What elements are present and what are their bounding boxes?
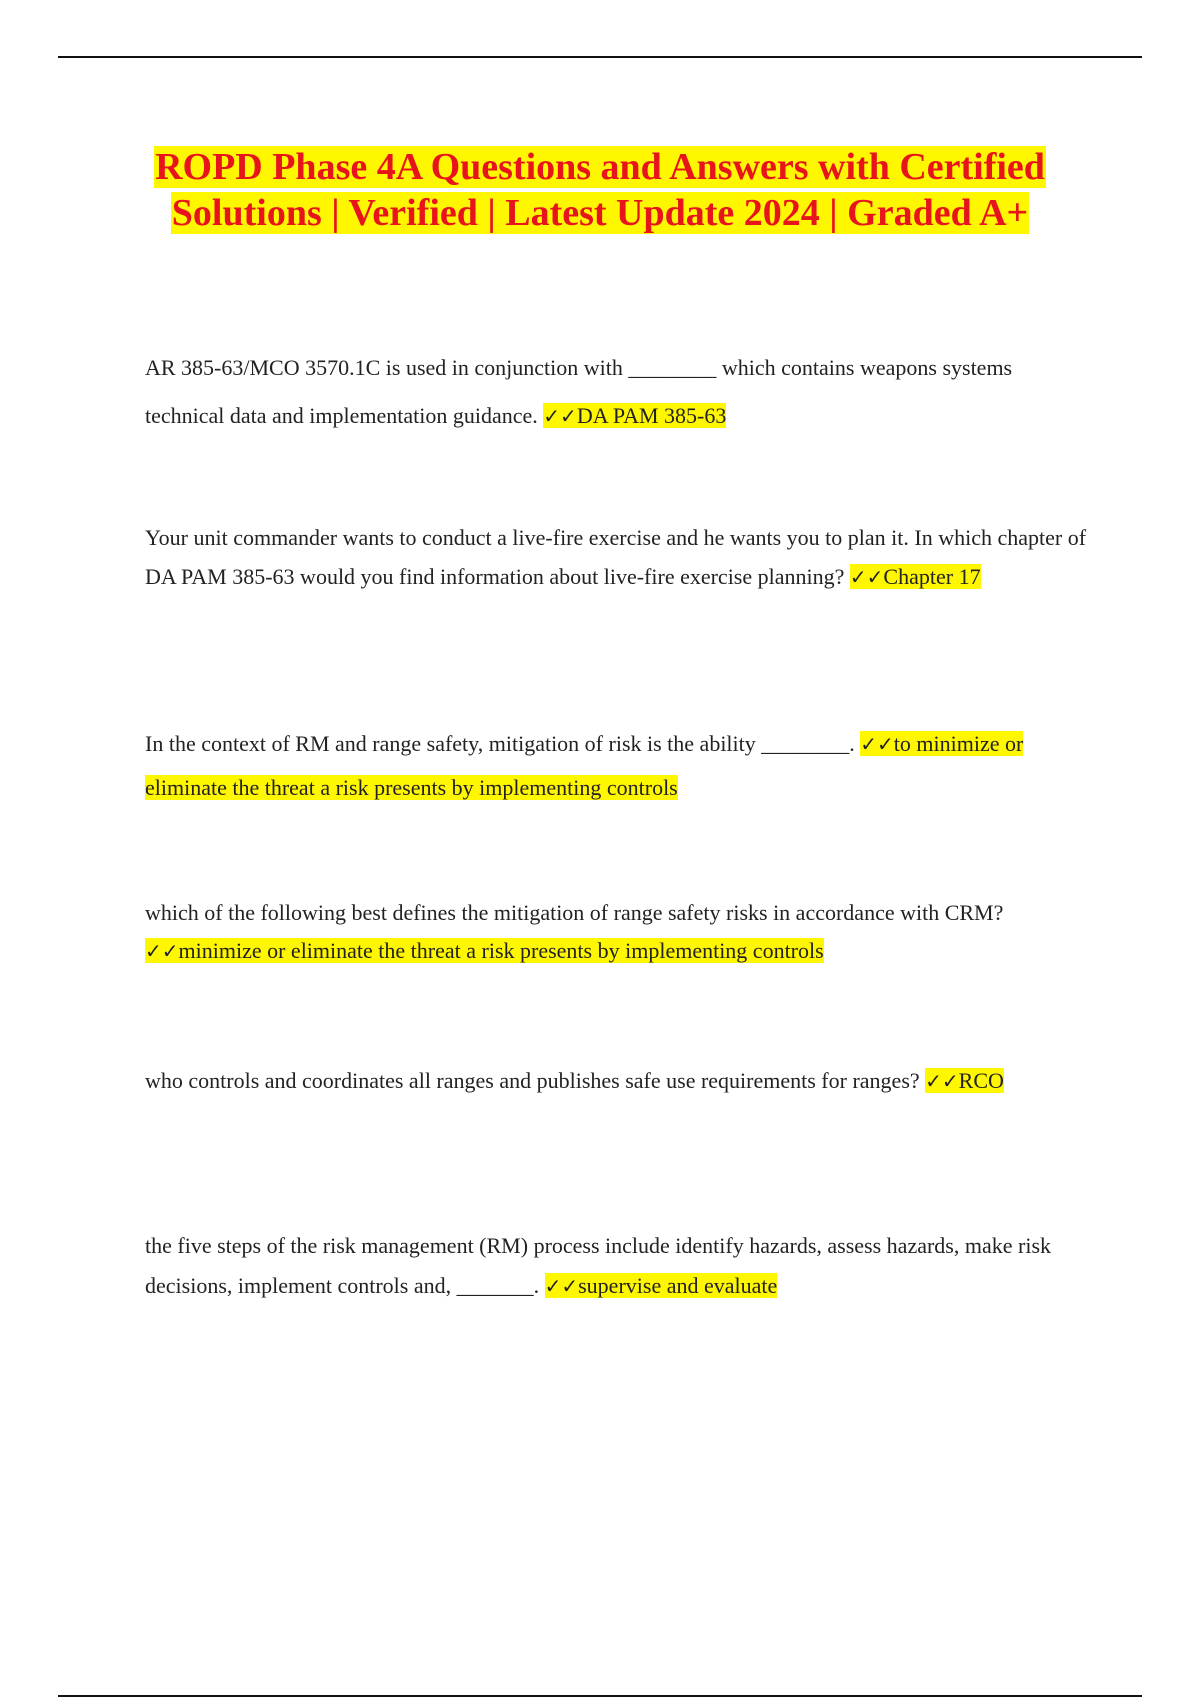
answer-text: RCO (958, 1068, 1004, 1093)
question-text: In the context of RM and range safety, mitigation of risk is the ability ________. (145, 731, 855, 756)
answer-highlight (545, 1273, 778, 1298)
question-text: the five steps of the risk management (RM) process include identify hazards, assess hazards, make risk decisions, implement controls and, _______. (145, 1233, 1052, 1298)
top-rule (58, 56, 1142, 58)
document-title (120, 144, 1080, 236)
qa-item-3 (145, 722, 1095, 810)
question-text: which of the following best defines the mitigation of range safety risks in accordance with CRM? (145, 900, 1004, 925)
double-check-icon: ✓✓ (849, 565, 884, 589)
question-text: Your unit commander wants to conduct a live-fire exercise and he wants you to plan it. In which chapter of DA PAM 385-63 would you find information about live-fire exercise planning? (145, 525, 1087, 589)
answer-text: to minimize or eliminate the threat a risk presents by implementing controls (145, 731, 1024, 800)
answer-highlight (850, 564, 981, 589)
double-check-icon: ✓✓ (860, 732, 894, 756)
qa-item-6 (145, 1226, 1095, 1306)
double-check-icon: ✓✓ (145, 939, 179, 963)
qa-item-2 (145, 518, 1095, 597)
answer-text: supervise and evaluate (578, 1273, 778, 1298)
double-check-icon: ✓✓ (543, 404, 577, 428)
question-text: who controls and coordinates all ranges and publishes safe use requirements for ranges? (145, 1068, 920, 1093)
answer-text: Chapter 17 (883, 564, 981, 589)
answer-highlight (543, 403, 726, 428)
document-title-text: ROPD Phase 4A Questions and Answers with Certified Solutions | Verified | Latest Update 2024 | Graded A+ (155, 146, 1045, 234)
answer-highlight (925, 1068, 1004, 1093)
bottom-rule (58, 1695, 1142, 1697)
answer-text: DA PAM 385-63 (576, 403, 727, 428)
qa-item-1 (145, 344, 1095, 440)
qa-item-4 (145, 894, 1095, 970)
double-check-icon: ✓✓ (544, 1274, 579, 1298)
double-check-icon: ✓✓ (925, 1069, 959, 1093)
qa-item-5 (145, 1062, 1095, 1100)
answer-highlight (145, 938, 824, 963)
question-text: AR 385-63/MCO 3570.1C is used in conjunction with ________ which contains weapons systems technical data and implementation guidance. (145, 355, 1013, 428)
answer-text: minimize or eliminate the threat a risk presents by implementing controls (178, 938, 824, 963)
